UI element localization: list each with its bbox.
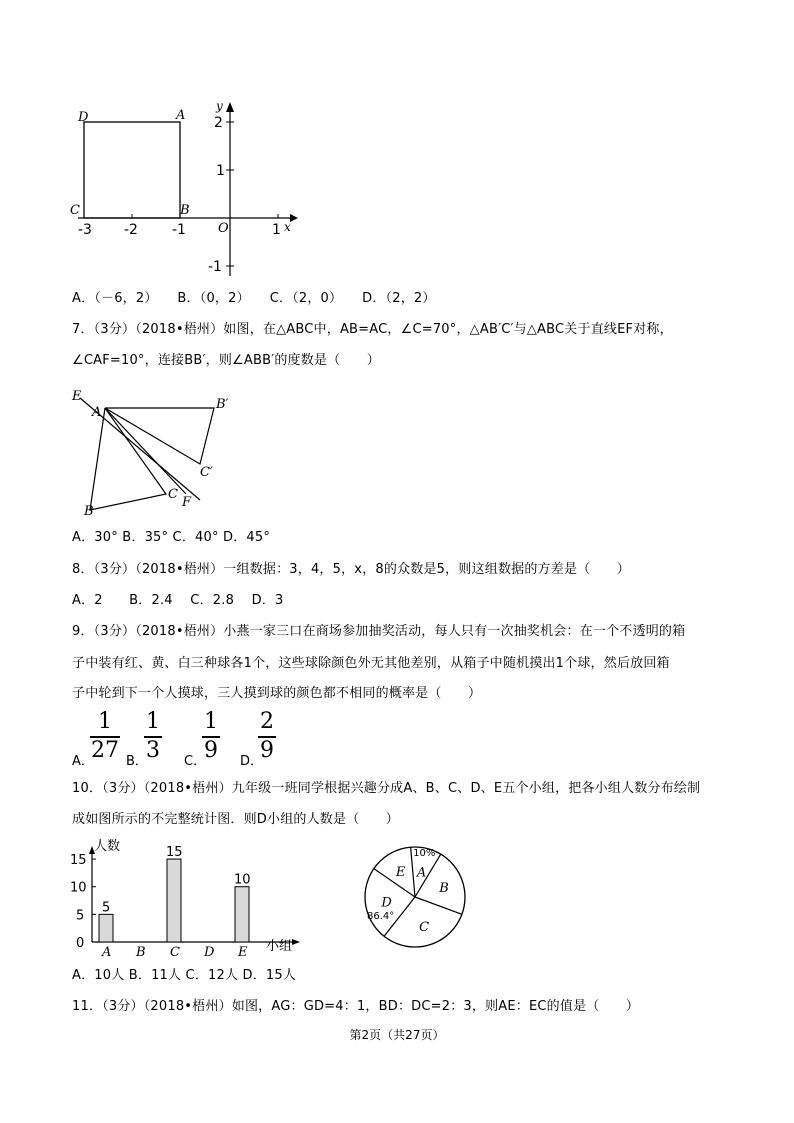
q7-line1: 7．（3分）（2018•梧州）如图，在△ABC中，AB=AC，∠C=70°，△AB′C′与△ABC关于直线EF对称， (72, 322, 673, 337)
bar-data-label: 15 (166, 845, 183, 861)
tick-x-neg2: -2 (124, 222, 138, 238)
q9-d-numerator: 2 (260, 709, 274, 734)
bar-E (235, 887, 249, 942)
q8-line1: 8．（3分）（2018•梧州）一组数据：3，4，5，x，8的众数是5，则这组数据的方差是（ ） (72, 562, 630, 577)
pie-slice-E: E (395, 865, 406, 881)
label-x: x (284, 220, 291, 234)
label-B7: B (84, 504, 94, 519)
bar-data-label: 10 (234, 872, 251, 888)
bar-A (99, 914, 113, 942)
tick-y-neg1: -1 (208, 259, 222, 275)
bar-chart-ylabel: 人数 (94, 839, 121, 854)
q9-line2: 子中装有红、黄、白三种球各1个，这些球除颜色外无其他差别，从箱子中随机摸出1个球，然后放回箱 (72, 656, 670, 671)
pie-slice-B: B (439, 881, 449, 897)
label-O: O (218, 221, 229, 236)
label-C7: C (168, 487, 178, 502)
bar-x-axis-arrow (292, 939, 300, 945)
q9-option-a-fraction (90, 710, 120, 763)
q9-b-numerator: 1 (146, 709, 160, 734)
label-Bprime: B′ (216, 397, 229, 412)
x-axis-arrow (290, 214, 298, 222)
page-footer: 第2页（共27页） (349, 1028, 445, 1042)
q9-c-numerator: 1 (204, 709, 218, 734)
pie-angle-label: 86.4° (367, 911, 395, 922)
label-E: E (72, 389, 82, 404)
pie-percent-label: 10% (413, 847, 436, 859)
q9-option-d-fraction (258, 710, 276, 763)
q10-options: A．10人 B．11人 C．12人 D．15人 (72, 968, 297, 983)
q9-c-denominator: 9 (204, 738, 218, 763)
q8-options: A．2 B．2.4 C．2.8 D．3 (72, 593, 284, 608)
label-Cprime: C′ (200, 465, 213, 480)
label-B: B (180, 203, 190, 218)
q9-option-c-letter: C． (184, 754, 207, 769)
bar-category-label: E (238, 945, 248, 960)
q7-line2: ∠CAF=10°，连接BB′，则∠ABB′的度数是（ ） (72, 353, 380, 368)
bar-y-tick-label: 10 (70, 880, 87, 896)
q10-bar-chart (60, 836, 310, 958)
q9-option-d-letter: D． (240, 754, 264, 769)
q10-pie-chart (360, 842, 470, 952)
bar-y-tick-label: 0 (76, 936, 85, 951)
q9-b-denominator: 3 (146, 738, 160, 763)
tick-y-1: 1 (216, 163, 225, 179)
q9-option-b-letter: B． (126, 754, 148, 769)
q7-triangle-figure (66, 382, 246, 522)
q9-option-a-letter: A． (72, 754, 94, 769)
label-y: y (216, 99, 223, 113)
bar-category-label: B (136, 945, 146, 960)
q6-options: A．（－6，2） B．（0，2） C．（2，0） D．（2，2） (72, 291, 436, 306)
q9-line3: 子中轮到下一个人摸球，三人摸到球的颜色都不相同的概率是（ ） (72, 686, 482, 701)
bar-C (167, 859, 181, 942)
tick-x-1: 1 (272, 222, 281, 238)
q10-line1: 10．（3分）（2018•梧州）九年级一班同学根据兴趣分成A、B、C、D、E五个小组，把各小组人数分布绘制 (72, 781, 701, 796)
label-A7: A (92, 405, 102, 420)
label-A: A (176, 108, 186, 123)
bar-category-label: A (102, 945, 112, 960)
tick-y-2: 2 (214, 115, 223, 131)
q11-line1: 11．（3分）（2018•梧州）如图，AG：GD=4：1，BD：DC=2：3，则AE：EC的值是（ ） (72, 999, 640, 1014)
label-F: F (182, 495, 192, 510)
q7-options: A．30° B．35° C．40° D．45° (72, 530, 271, 545)
label-C: C (70, 203, 80, 218)
y-axis-arrow (226, 102, 234, 112)
square-coordinate-figure (60, 90, 320, 280)
pie-slice-A: A (416, 865, 427, 881)
q9-option-b-fraction (144, 710, 162, 763)
triangle-ABC (90, 408, 166, 510)
q10-line2: 成如图所示的不完整统计图．则D小组的人数是（ ） (72, 812, 400, 827)
bar-y-tick-label: 5 (76, 908, 85, 924)
tick-x-neg3: -3 (78, 222, 92, 238)
square-ABCD (84, 122, 180, 218)
q9-d-denominator: 9 (260, 738, 274, 763)
bar-y-tick-label: 15 (70, 853, 87, 869)
pie-slice-D: D (381, 895, 392, 911)
bar-data-label: 5 (102, 900, 111, 916)
triangle-ABprimeCprime (105, 408, 214, 464)
q9-option-c-fraction (202, 710, 220, 763)
q9-a-numerator: 1 (98, 709, 112, 734)
bar-category-label: C (170, 945, 180, 960)
tick-x-neg1: -1 (172, 222, 186, 238)
q9-a-denominator: 27 (91, 738, 119, 763)
bar-chart-xlabel: 小组 (266, 939, 293, 954)
pie-slice-C: C (419, 919, 430, 935)
label-D: D (78, 110, 89, 125)
bar-category-label: D (204, 945, 215, 960)
q9-line1: 9．（3分）（2018•梧州）小燕一家三口在商场参加抽奖活动，每人只有一次抽奖机会：在一个不透明的箱 (72, 624, 686, 639)
